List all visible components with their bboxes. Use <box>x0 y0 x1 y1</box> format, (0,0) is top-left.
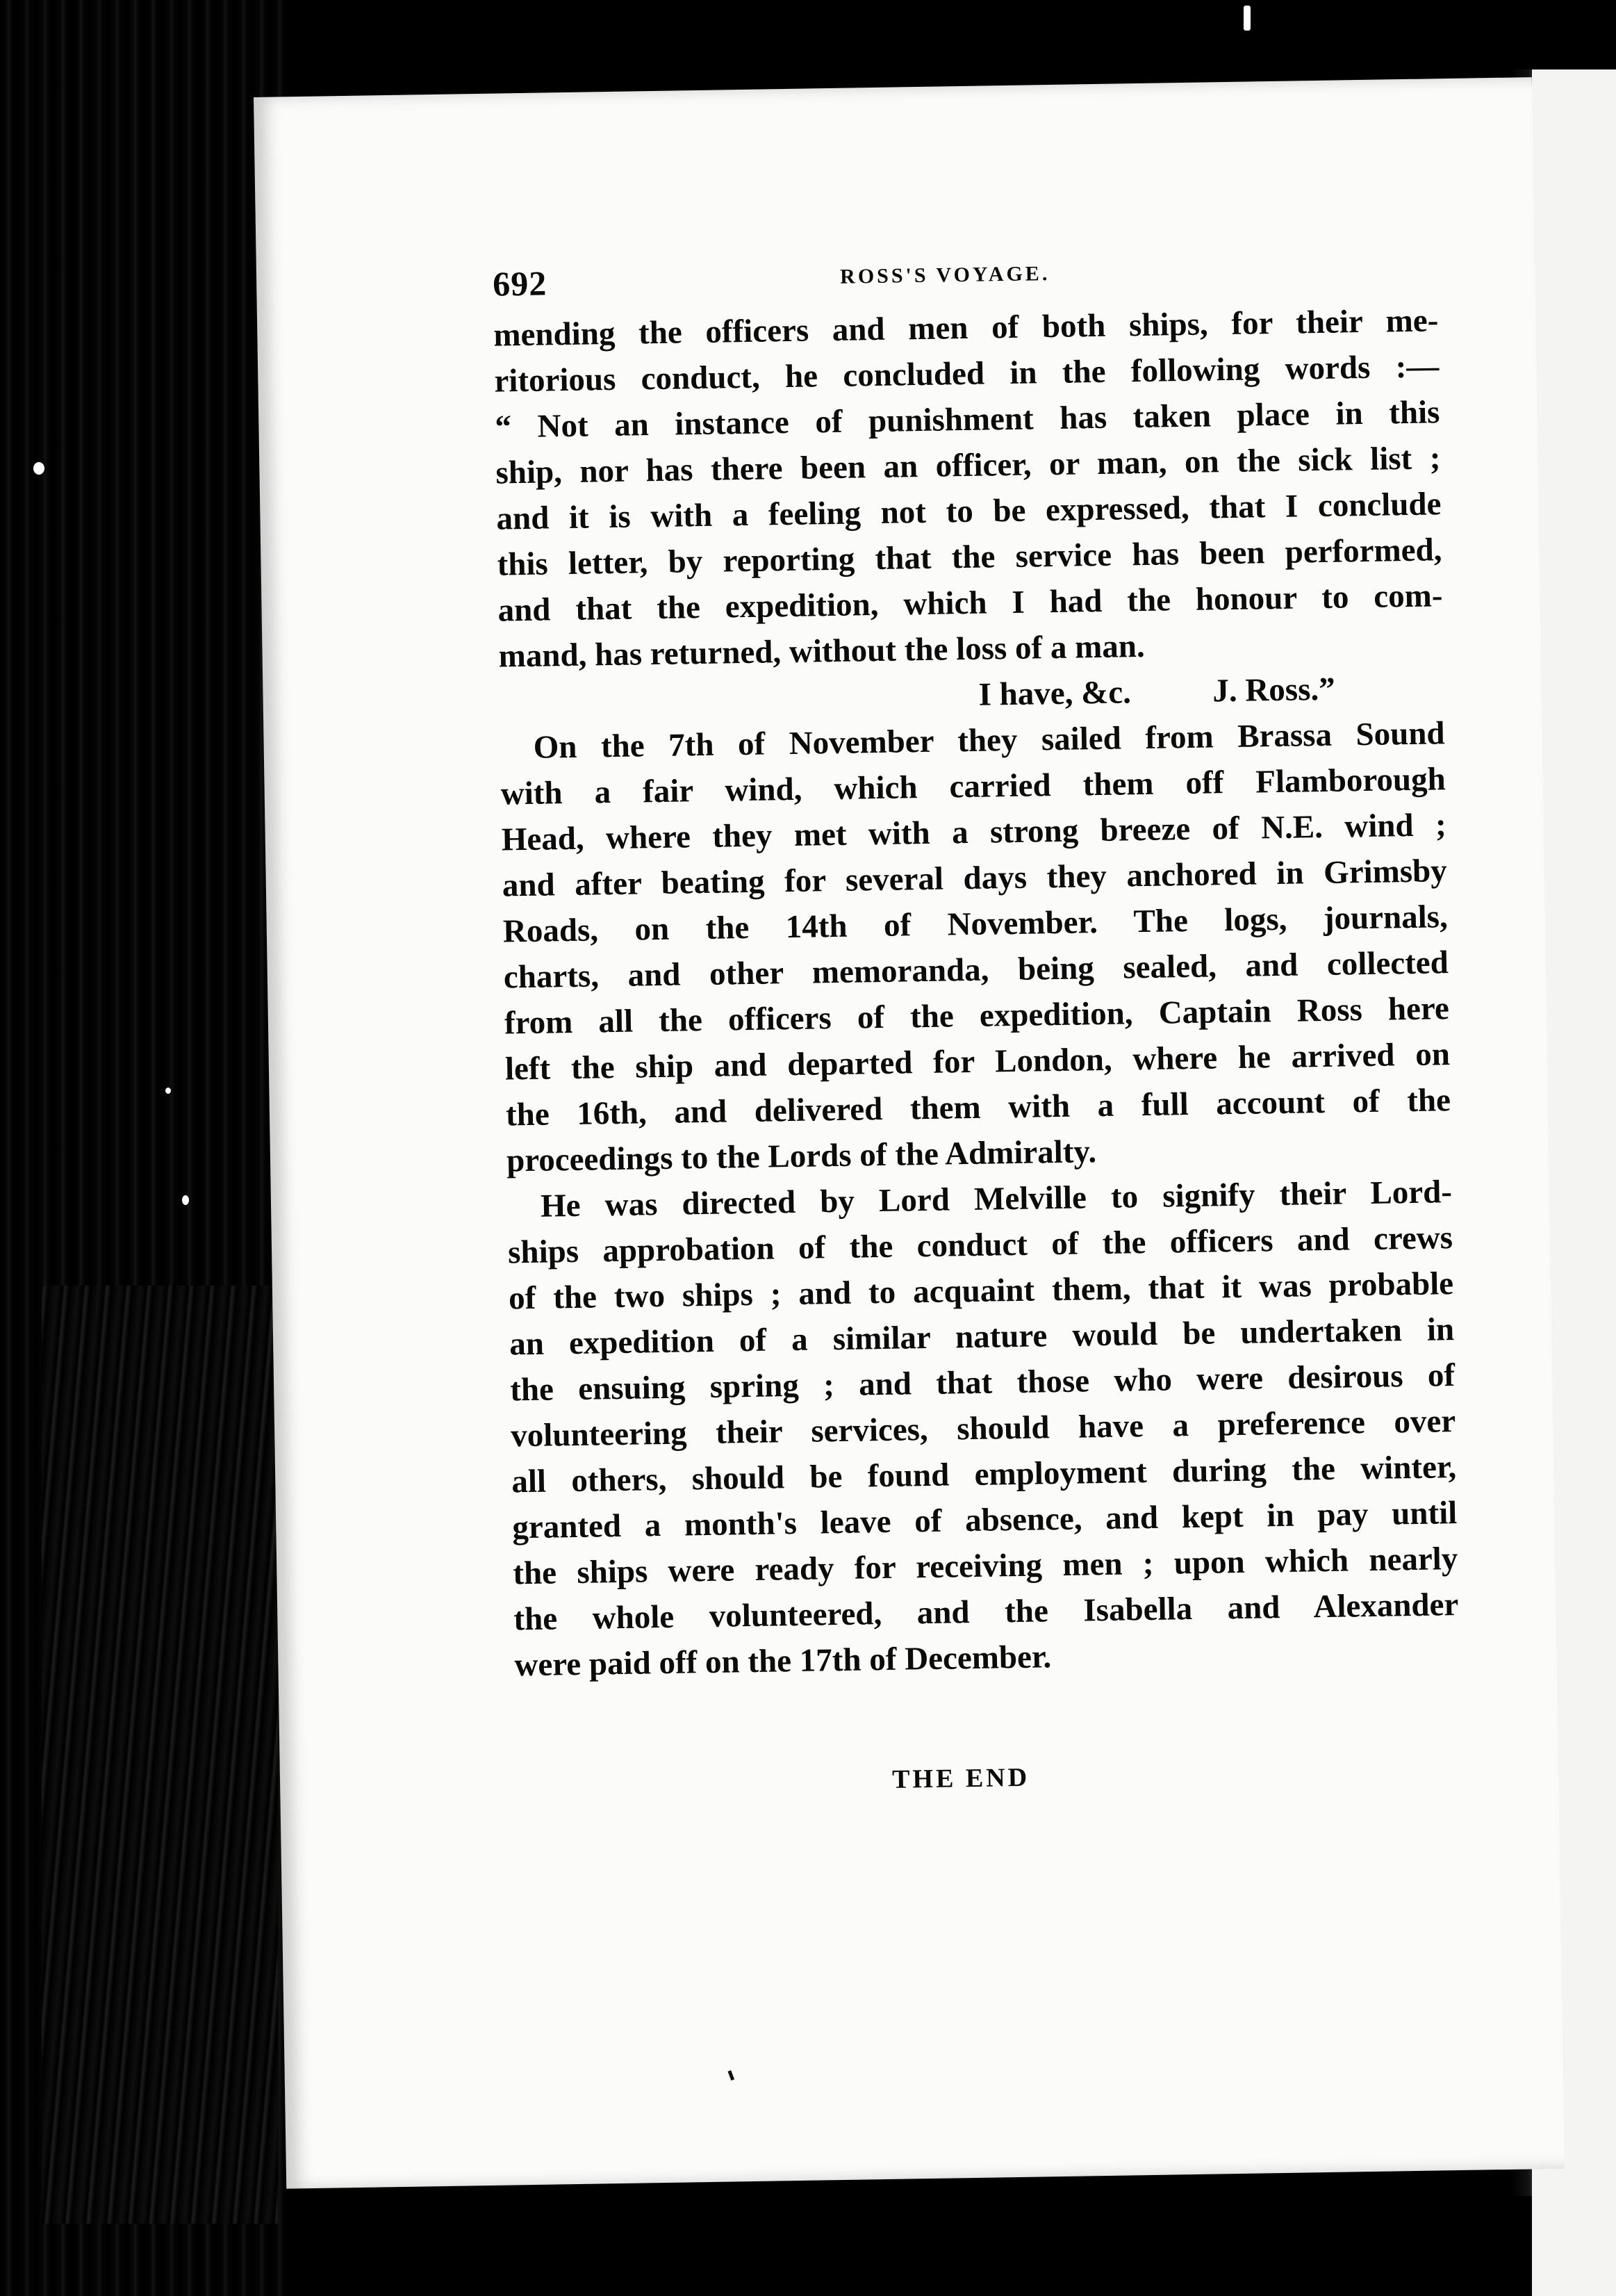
paragraph-voyage-return <box>500 710 1451 1183</box>
text-line: and that the expedition, which I had the honour to com- <box>497 577 1443 629</box>
text-line: all others, should be found employment during the winter, <box>511 1449 1457 1500</box>
text-line: On the 7th of November they sailed from Brassa Sound <box>533 715 1445 766</box>
text-line: left the ship and departed for London, where he arrived on <box>504 1036 1451 1088</box>
text-line: ship, nor has there been an officer, or man, on the sick list ; <box>495 440 1441 491</box>
text-line: Head, where they met with a strong breeze of N.E. wind ; <box>501 807 1447 858</box>
text-line: an expedition of a similar nature would be undertaken in <box>509 1311 1455 1363</box>
page-number: 692 <box>492 263 547 304</box>
text-line: from all the officers of the expedition, Captain Ross here <box>504 990 1450 1042</box>
text-line: ritorious conduct, he concluded in the following words :— <box>494 348 1440 400</box>
the-end-colophon: THE END <box>891 1762 1030 1794</box>
book-spine-texture <box>42 1286 278 2224</box>
text-line: Roads, on the 14th of November. The logs, journals, <box>502 899 1449 950</box>
dust-speck <box>165 1088 171 1094</box>
text-line: and it is with a feeling not to be expressed, that I conclude <box>496 486 1442 537</box>
letter-signature: I have, &c. J. Ross.” <box>978 671 1336 713</box>
text-line: the 16th, and delivered them with a full account of the <box>505 1082 1451 1133</box>
ink-mark <box>727 2070 734 2081</box>
text-line: charts, and other memoranda, being sealed, and collected <box>503 944 1449 996</box>
text-line: the ships were ready for receiving men ; upon which nearly <box>513 1541 1458 1592</box>
text-line: “ Not an instance of punishment has taken place in this <box>495 394 1440 445</box>
text-line: granted a month's leave of absence, and kept in pay until <box>511 1495 1458 1546</box>
text-line: proceedings to the Lords of the Admiralty. <box>506 1133 1097 1179</box>
text-line: this letter, by reporting that the service has been performed, <box>497 532 1442 583</box>
text-line: with a fair wind, which carried them off Flamborough <box>500 761 1446 812</box>
page-content <box>493 249 1462 1801</box>
dust-speck <box>1244 6 1251 31</box>
text-line: He was directed by Lord Melville to signify their Lord- <box>540 1174 1453 1224</box>
dust-speck <box>182 1195 189 1205</box>
text-line: were paid off on the 17th of December. <box>514 1639 1052 1684</box>
text-line: mending the officers and men of both ships, for their me- <box>493 302 1439 354</box>
book-page <box>254 77 1565 2189</box>
text-line: volunteering their services, should have a preference over <box>510 1403 1456 1454</box>
paragraph-letter-close <box>493 297 1444 679</box>
dust-speck <box>33 462 44 475</box>
text-line: the whole volunteered, and the Isabella and Alexander <box>513 1586 1459 1638</box>
paragraph-lord-melville <box>507 1169 1460 1688</box>
text-line: of the two ships ; and to acquaint them, that it was probable <box>508 1265 1454 1317</box>
text-line: mand, has returned, without the loss of a man. <box>498 628 1146 675</box>
running-head-title: ROSS'S VOYAGE. <box>839 262 1050 288</box>
text-line: ships approbation of the conduct of the officers and crews <box>507 1220 1453 1271</box>
text-line: and after beating for several days they anchored in Grimsby <box>502 853 1448 904</box>
text-line: the ensuing spring ; and that those who were desirous of <box>509 1357 1456 1409</box>
body-text <box>493 297 1460 1688</box>
